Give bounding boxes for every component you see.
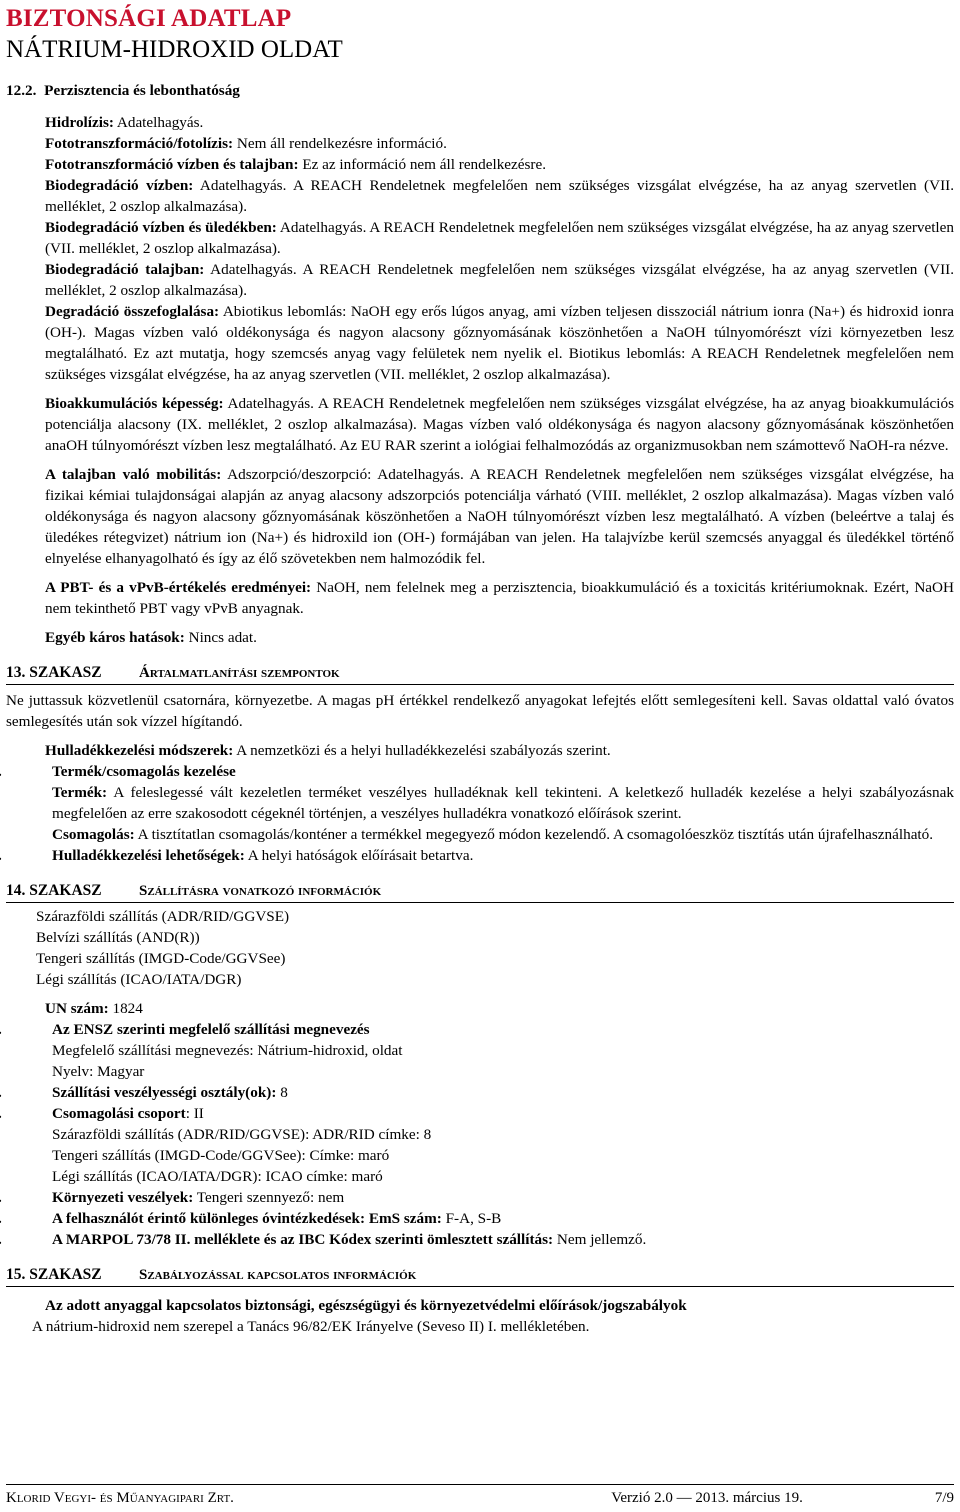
label: Az adott anyaggal kapcsolatos biztonsági, egészségügyi és környezetvédelmi előírások/jogszabályok [45, 1297, 687, 1314]
subsection-12-6 [6, 627, 954, 648]
text: 8 [276, 1084, 288, 1101]
label: Egyéb káros hatások: [45, 629, 185, 646]
label: Környezeti veszélyek: [52, 1189, 194, 1206]
label: Csomagolás: [52, 826, 135, 843]
text: Nincs adat. [184, 629, 257, 646]
document-header [6, 4, 343, 65]
section-13-intro: Ne juttassuk közvetlenül csatornára, környezetbe. A magas pH értékkel rendelkező anyagokat lefejtés előtt semlegesíteni kell. Savas oldattal való óvatos semlegesítés után sok vízzel hígítandó. [6, 692, 954, 730]
list-item: Belvízi szállítás (AND(R)) [36, 929, 200, 946]
text: Adatelhagyás. A REACH Rendeletnek megfelelően nem szükséges vizsgálat elvégzése, ha az anyag bioakkumulációs potenciálja alacsony (IX. melléklet, 2 oszlop alkalmazása). Magas vízben való oldékonysága és nagyon alacsony gőznyomásának köszönhetően anaOH túlnyomórészt vízben lesz megtalálható. Az EU RAR szerint a iológiai felhalmozódás az organizmusokban nem számottevő NaOH-ra nézve. [45, 395, 954, 454]
subsection-14-1-3 [6, 1103, 954, 1124]
label: UN szám: [45, 1000, 109, 1017]
subsection-12-2-heading [6, 80, 954, 101]
label: Bioakkumulációs képesség: [45, 395, 224, 412]
subsection-14-1-1 [6, 1019, 954, 1040]
list-item: Szárazföldi szállítás (ADR/RID/GGVSE): ADR/RID címke: 8 [52, 1126, 432, 1143]
paragraph-hidrolizis [45, 112, 954, 133]
label: Hulladékkezelési módszerek: [45, 742, 234, 759]
text: Ez az információ nem áll rendelkezésre. [298, 156, 547, 173]
subsection-number [0, 1082, 2, 1103]
section-number: 13. SZAKASZ [6, 664, 102, 681]
subsection-12-5 [6, 577, 954, 619]
section-title: Ártalmatlanítási szempontok [139, 665, 340, 681]
label: A felhasználót érintő különleges óvintézkedések: EmS szám: [52, 1210, 442, 1227]
list-item: Légi szállítás (ICAO/IATA/DGR) [36, 971, 242, 988]
label: A MARPOL 73/78 II. melléklete és az IBC Kódex szerinti ömlesztett szállítás: [52, 1231, 554, 1248]
text: Adatelhagyás. A REACH Rendeletnek megfelelően nem szükséges vizsgálat elvégzése, ha az anyag szervetlen (VII. melléklet, 2 oszlop alkalmazása). [45, 261, 954, 299]
paragraph-csomagolas [6, 824, 954, 845]
text: Nem jellemző. [553, 1231, 647, 1248]
document-body [6, 80, 954, 1337]
text: F-A, S-B [441, 1210, 502, 1227]
label: Degradáció összefoglalása: [45, 303, 220, 320]
version-info: Verzió 2.0 — 2013. március 19. [611, 1490, 803, 1506]
language-line: Nyelv: Magyar [52, 1063, 145, 1080]
paragraph-biodeg-viz [45, 175, 954, 217]
label: Biodegradáció vízben és üledékben: [45, 219, 277, 236]
text: A feleslegessé vált kezeletlen terméket veszélyes hulladéknak kell tekinteni. A keletkező hulladék kezelése a helyi szabályozásnak megfelelően az erre szakosodott cégeknél történjen, a veszélyes hulladékra vonatkozó előírások szerint. [52, 784, 954, 822]
subsection-14-1-5 [6, 1208, 954, 1229]
subsection-15-1-text: A nátrium-hidroxid nem szerepel a Tanács 96/82/EK Irányelve (Seveso II) I. mellékletében. [32, 1318, 590, 1335]
text: Adatelhagyás. A REACH Rendeletnek megfelelően nem szükséges vizsgálat elvégzése, ha az anyag szervetlen (VII. melléklet, 2 oszlop alkalmazása). [45, 219, 954, 257]
subsection-number [0, 1187, 2, 1208]
document-title: BIZTONSÁGI ADATLAP [6, 5, 292, 32]
text: Abiotikus lebomlás: NaOH egy erős lúgos anyag, ami vízben teljesen disszociál nátrium ionra (Na+) és hidroxid ionra (OH-). Magas vízben való oldékonysága és nagyon alacsony gőznyomásának köszönhetően a NaOH túlnyomórészt vízi környezetben lesz megtalálható. Ez azt mutatja, hogy szemcsés anyag vagy felületek nem nyelik el. Biotikus lebomlás: A REACH Rendeletnek megfelelően nem szükséges vizsgálat elvégzése, ha az anyag szervetlen (VII. melléklet, 2 oszlop alkalmazása). [45, 303, 954, 383]
label: Fototranszformáció vízben és talajban: [45, 156, 299, 173]
document-subtitle: NÁTRIUM-HIDROXID OLDAT [6, 36, 343, 63]
subsection-14-1 [6, 998, 954, 1019]
subsection-number [0, 845, 2, 866]
list-item: Tengeri szállítás (IMGD-Code/GGVSee): Címke: maró [52, 1147, 390, 1164]
subsection-number [0, 1019, 2, 1040]
subsection-number: 12.2. [6, 82, 37, 99]
packing-lines [6, 1124, 954, 1187]
text: A nemzetközi és a helyi hulladékkezelési szabályozás szerint. [233, 742, 611, 759]
label: Az ENSZ szerinti megfelelő szállítási megnevezés [52, 1021, 370, 1038]
subsection-14-1-4 [6, 1187, 954, 1208]
label: Szállítási veszélyességi osztály(ok): [52, 1084, 277, 1101]
section-13-heading [6, 662, 954, 685]
label: A talajban való mobilitás: [45, 466, 222, 483]
paragraph-termek [6, 782, 954, 824]
subsection-number [0, 1103, 2, 1124]
text: A helyi hatóságok előírásait betartva. [244, 847, 474, 864]
section-number: 15. SZAKASZ [6, 1266, 102, 1283]
section-number: 14. SZAKASZ [6, 882, 102, 899]
text: NaOH, nem felelnek meg a perzisztencia, bioakkumuláció és a toxicitás kritériumoknak. Ezért, NaOH nem tekinthető PBT vagy vPvB anyagnak. [45, 579, 954, 617]
page-footer [6, 1484, 954, 1509]
label: Csomagolási csoport [52, 1105, 186, 1122]
subsection-14-1-6 [6, 1229, 954, 1250]
list-item: Tengeri szállítás (IMGD-Code/GGVSee) [36, 950, 286, 967]
text: : II [185, 1105, 204, 1122]
label: Termék/csomagolás kezelése [52, 763, 236, 780]
label: Biodegradáció talajban: [45, 261, 205, 278]
text: Adatelhagyás. [113, 114, 204, 131]
text: A tisztítatlan csomagolás/konténer a termékkel megegyező módon kezelendő. A csomagolóeszköz tisztítás után újrafelhasználható. [134, 826, 934, 843]
paragraph-biodeg-uledek [45, 217, 954, 259]
section-title: Szabályozással kapcsolatos információk [139, 1267, 417, 1283]
text: Nem áll rendelkezésre információ. [233, 135, 447, 152]
company-name: Klorid Vegyi- és Műanyagipari Zrt. [6, 1490, 234, 1506]
shipping-name-line: Megfelelő szállítási megnevezés: Nátrium-hidroxid, oldat [52, 1042, 403, 1059]
label: Termék: [52, 784, 108, 801]
label: Fototranszformáció/fotolízis: [45, 135, 234, 152]
subsection-13-1-2 [6, 845, 954, 866]
transport-modes-list [6, 906, 954, 990]
page-number: 7/9 [934, 1490, 954, 1506]
label: A PBT- és a vPvB-értékelés eredményei: [45, 579, 312, 596]
section-title: Szállításra vonatkozó információk [139, 883, 382, 899]
section-15-heading [6, 1264, 954, 1287]
label: Hidrolízis: [45, 114, 114, 131]
text: Adszorpció/deszorpció: Adatelhagyás. A REACH Rendeletnek megfelelően nem szükséges vizsgálat elvégzése, ha fizikai kémiai tulajdonságai alapján az anyag alacsony adszorpciós potenciálja várható (VIII. melléklet, 2 oszlop alkalmazása). Magas vízben való oldékonysága és nagyon alacsony gőznyomásának köszönhetően a NaOH túlnyomórészt vízben lesz megtalálható. A vízben (beleértve a talaj és üledékes rétegvizet) nátrium ion (Na+) és hidroxild ion (OH-) formájában van jelen. Ha talajvízbe kerül szemcsés anyaggal és üledékkel történő elnyelése elhanyagolható és így az élő szövetekben nem halmozódik fel. [45, 466, 954, 567]
subsection-12-4 [6, 464, 954, 569]
label: Hulladékkezelési lehetőségek: [52, 847, 245, 864]
subsection-15-1 [6, 1295, 954, 1316]
subsection-13-1 [6, 740, 954, 761]
section-14-heading [6, 880, 954, 903]
paragraph-fotolizis [45, 133, 954, 154]
paragraph-degradacio [45, 301, 954, 385]
text: Adatelhagyás. A REACH Rendeletnek megfelelően nem szükséges vizsgálat elvégzése, ha az anyag szervetlen (VII. melléklet, 2 oszlop alkalmazása). [45, 177, 954, 215]
subsection-12-3 [6, 393, 954, 456]
subsection-title: Perzisztencia és lebonthatóság [44, 82, 240, 99]
subsection-number [0, 761, 2, 782]
paragraph-biodeg-talaj [45, 259, 954, 301]
subsection-14-1-2 [6, 1082, 954, 1103]
list-item: Légi szállítás (ICAO/IATA/DGR): ICAO címke: maró [52, 1168, 383, 1185]
subsection-number [0, 1229, 2, 1250]
paragraph-foto-viz [45, 154, 954, 175]
subsection-12-2-body [6, 112, 954, 385]
label: Biodegradáció vízben: [45, 177, 194, 194]
text: Tengeri szennyező: nem [193, 1189, 345, 1206]
text: 1824 [108, 1000, 143, 1017]
list-item: Szárazföldi szállítás (ADR/RID/GGVSE) [36, 908, 290, 925]
subsection-13-1-1 [6, 761, 954, 782]
subsection-number [0, 1208, 2, 1229]
